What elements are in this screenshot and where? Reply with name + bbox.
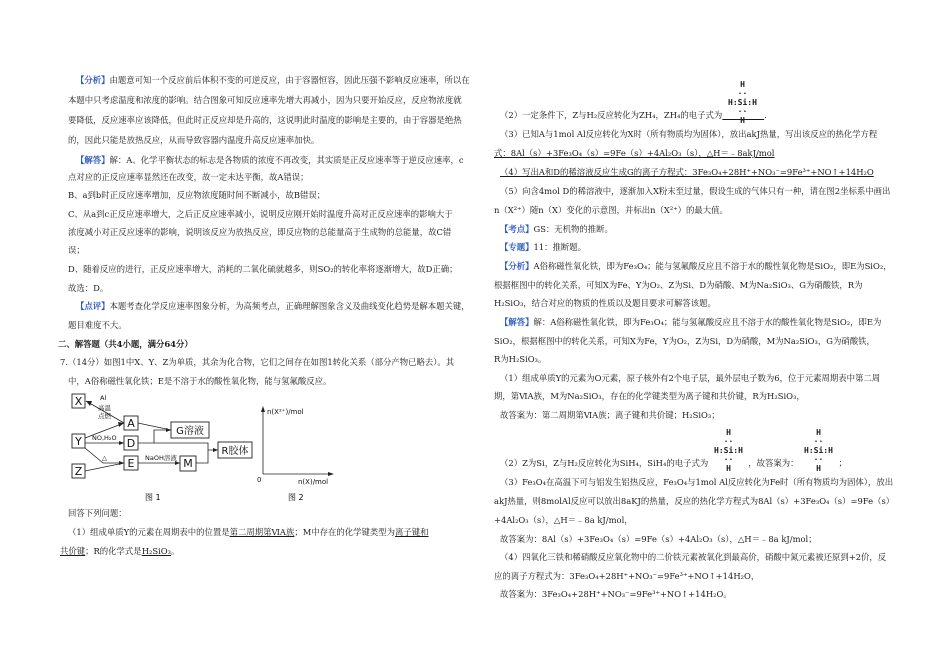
- q7-line-1: 7.（14分）如图1中X、Y、Z为单质，其余为化合物，它们之间存在如图1转化关系（部分产物已略去）。其: [60, 357, 455, 367]
- lewis-structure-sih4: H ·· H:Si:H ·· H: [804, 428, 833, 473]
- edge-m-r: [196, 450, 218, 463]
- fig2-y-arrow: [261, 406, 265, 412]
- fig2-x-arrow: [328, 472, 334, 476]
- node-z-label: Z: [74, 465, 83, 478]
- lewis-structure-sih4: H ·· H:Si:H ·· H: [714, 428, 743, 473]
- zhuanti-line: 【专题】11：推断题。: [500, 242, 587, 252]
- section-title: 二、解答题（共4小题，满分64分）: [58, 339, 193, 349]
- q7-1-line-1: （1）组成单质Y的元素在周期表中的位置是第二周期第ⅥA族；M中存在的化学键类型为离子键和: [68, 527, 429, 537]
- comment-tag: 【点评】: [76, 301, 110, 311]
- ans3-line-1: （3）Fe₃O₄在高温下可与铝发生铝热反应，Fe₃O₄与1mol Al反应转化为Fe时（所有物质均为固体），放出: [500, 477, 894, 487]
- fenxi-line-2: 根据框图中的转化关系，可知X为Fe、Y为O₂、Z为Si、D为硝酸、M为Na₂SiO₃、G为硝酸铁，R为: [494, 280, 863, 290]
- answer-line-7: D、随着反应的进行，正反应速率增大，消耗的二氧化硫就越多，则SO₂的转化率将逐渐增大，故D正确；: [68, 264, 458, 274]
- edge-label-heat: △: [102, 454, 107, 462]
- ans3-line-2: akJ热量，则8molAl反应可以放出8aKJ的热量，反应的热化学方程式为8Al（s）+3Fe₃O₄（s）=9Fe（s）: [494, 496, 895, 506]
- edge-label-ignite: 点燃: [98, 412, 111, 420]
- jieda-line-2: SiO₂，根据框图中的转化关系，可知X为Fe，Y为O₂，Z为Si，D为硝酸，M为Na₂SiO₃，G为硝酸铁，: [494, 336, 875, 346]
- node-g-label: G溶液: [176, 426, 204, 437]
- answer-tag: 【解答】: [76, 155, 110, 165]
- node-r-label: R胶体: [221, 446, 249, 457]
- answer-line-2: 点对应的正反应速率显然还在改变，故一定未达平衡，故A错误；: [68, 172, 309, 182]
- answer-blank: H₂SiO₃: [141, 546, 171, 556]
- analysis-line-2: 本题中只考虑温度和浓度的影响。结合图象可知反应速率先增大再减小，因为只要开始反应，反应物浓度就: [68, 95, 462, 105]
- node-m-label: M: [183, 457, 193, 470]
- node-x-label: X: [74, 395, 83, 408]
- answer-blank: [722, 110, 764, 120]
- node-y-label: Y: [75, 435, 82, 448]
- fenxi-line-1: 【分析】A俗称磁性氧化铁，即为Fe₃O₄；能与氢氟酸反应且不溶于水的酸性氧化物是SiO₂，即E为SiO₂，: [500, 261, 892, 271]
- figure-area: [68, 390, 398, 502]
- answer-blank: 第二周期第ⅥA族: [229, 527, 295, 537]
- jieda-line-4: （1）组成单质Y的元素为O元素，原子核外有2个电子层，最外层电子数为6，位于元素周期表中第二周: [500, 373, 881, 383]
- edge-label-high-temp: 高温: [98, 404, 111, 412]
- caption-figure-2: 图 2: [288, 493, 304, 502]
- jieda-line-3: R为H₂SiO₃。: [494, 354, 547, 364]
- edge-z-e: [85, 463, 124, 471]
- q5-line-2: n（X²⁺）随n（X）变化的示意图，并标出n（X²⁺）的最大值。: [494, 205, 728, 215]
- ans4-line-3: 故答案为：3Fe₃O₄+28H⁺+NO₃⁻=9Fe³⁺+NO↑+14H₂O。: [500, 589, 732, 599]
- jieda-line-5: 期，第ⅥA族，M为Na₂SiO₃，存在的化学键类型为离子键和共价键，R为H₂SiO₃，: [494, 391, 805, 401]
- node-e-label: E: [127, 457, 135, 470]
- analysis-tag: 【分析】: [76, 75, 110, 85]
- edge-label-naoh: NaOH溶液: [145, 454, 177, 462]
- arrowhead: [213, 448, 218, 452]
- answer-blank: 离子键和: [395, 527, 429, 537]
- arrowhead: [166, 428, 171, 432]
- node-d-label: D: [126, 437, 136, 450]
- q7-line-2: 中，A俗称磁性氧化铁；E是不溶于水的酸性氧化物，能与氢氟酸反应。: [68, 376, 332, 386]
- node-a-label: A: [127, 417, 135, 430]
- edge-label-al: Al: [100, 394, 107, 402]
- ans3-line-3: +4Al₂O₃（s），△H＝﹣8a kJ/mol，: [494, 515, 633, 525]
- answer-line-1: 【解答】解：A、化学平衡状态的标志是各物质的浓度不再改变，其实质是正反应速率等于逆反应速率，c: [76, 155, 464, 165]
- edge-d-r: [154, 443, 208, 450]
- q4-line: （4）写出A和D的稀溶液反应生成G的离子方程式：3Fe₃O₄+28H⁺+NO₃⁻=9Fe³⁺+NO↑+14H₂O: [500, 167, 874, 177]
- followup-prompt: 回答下列问题：: [68, 508, 127, 518]
- ans4-line-2: 应的离子方程式为：3Fe₃O₄+28H⁺+NO₃⁻=9Fe³⁺+NO↑+14H₂O，: [494, 571, 760, 581]
- q3-line-2: 式：8Al（s）+3Fe₃O₄（s）=9Fe（s）+4Al₂O₃（s），△H＝﹣8akJ/mol: [494, 148, 775, 158]
- answer-line-3: B、a到b时正反应速率增加，反应物浓度随时间不断减小，故B错误；: [68, 190, 326, 200]
- q2-line: （2）一定条件下，Z与H₂反应转化为ZH₄，ZH₄的电子式为 .: [500, 110, 767, 120]
- lewis-structure-sih4: H ·· H:Si:H ·· H: [728, 80, 757, 125]
- analysis-line-3: 要降低，反应速率应该降低，但此时正反应却是升高的，这说明此时温度的影响是主要的，由于容器是绝热: [68, 115, 462, 125]
- answer-blank: 共价键: [60, 546, 86, 556]
- caption-figure-1: 图 1: [145, 493, 161, 502]
- analysis-line-1: 【分析】由题意可知一个反应前后体积不变的可逆反应，由于容器恒容，因此压强不影响反应速率，所以在: [76, 75, 470, 85]
- ans3-line-4: 故答案为：8Al（s）+3Fe₃O₄（s）=9Fe（s）+4Al₂O₃（s），△H＝﹣8a kJ/mol；: [500, 534, 817, 544]
- ans4-line-1: （4）四氧化三铁和稀硝酸反应氧化物中的二价铁元素被氧化到最高价，硝酸中氮元素被还原到+2价，反: [500, 552, 887, 562]
- fig2-x-label: n(X)/mol: [298, 478, 329, 486]
- answer-line-6: 误；: [68, 245, 85, 255]
- analysis-line-4: 的，因此只能是放热反应，从而导致容器内温度升高反应速率加快。: [68, 135, 320, 145]
- comment-line-1: 【点评】本题考查化学反应速率图象分析，为高频考点，正确理解图象含义及曲线变化趋势是解本题关键，: [76, 301, 470, 311]
- answer-line-8: 故选：D。: [68, 283, 109, 293]
- q3-line-1: （3）已知A与1mol Al反应转化为X时（所有物质均为固体），放出akJ热量，写出该反应的热化学方程: [500, 129, 878, 139]
- jieda-line-6: 故答案为：第二周期第ⅥA族；离子键和共价键；H₂SiO₃；: [500, 410, 720, 420]
- arrowhead: [119, 461, 124, 465]
- fig2-origin: 0: [257, 476, 262, 484]
- arrowhead: [119, 441, 124, 445]
- answer-line-5: 浓度减小对正反应速率的影响，说明该反应为放热反应，即反应物的总能量高于生成物的总能量，故C错: [68, 227, 452, 237]
- answer-line-4: C、从a到c正反应速率增大，之后正反应速率减小，说明反应刚开始时温度升高对正反应速率的影响大于: [68, 209, 453, 219]
- fenxi-line-3: H₂SiO₃，结合对应的物质的性质以及题目要求可解答该题。: [494, 298, 716, 308]
- kaodian-line: 【考点】GS：无机物的推断。: [500, 224, 613, 234]
- edge-label-no-h2o: NO,H₂O: [92, 434, 117, 442]
- jieda-line-1: 【解答】解：A俗称磁性氧化铁，即为Fe₃O₄；能与氢氟酸反应且不溶于水的酸性氧化物是SiO₂，即E为: [500, 317, 882, 327]
- ans2-line: （2）Z为Si，Z与H₂反应转化为SiH₄，SiH₄的电子式为 ，故答案为： ；: [500, 458, 847, 468]
- comment-line-2: 题目难度不大。: [68, 320, 127, 330]
- fig2-y-label: n(X²⁺)/mol: [267, 408, 304, 416]
- q7-1-line-2: 共价键；R的化学式是H₂SiO₃。: [60, 546, 180, 556]
- q5-line-1: （5）向含4mol D的稀溶液中，逐渐加入X粉末至过量，假设生成的气体只有一种，请在图2坐标系中画出: [500, 186, 891, 196]
